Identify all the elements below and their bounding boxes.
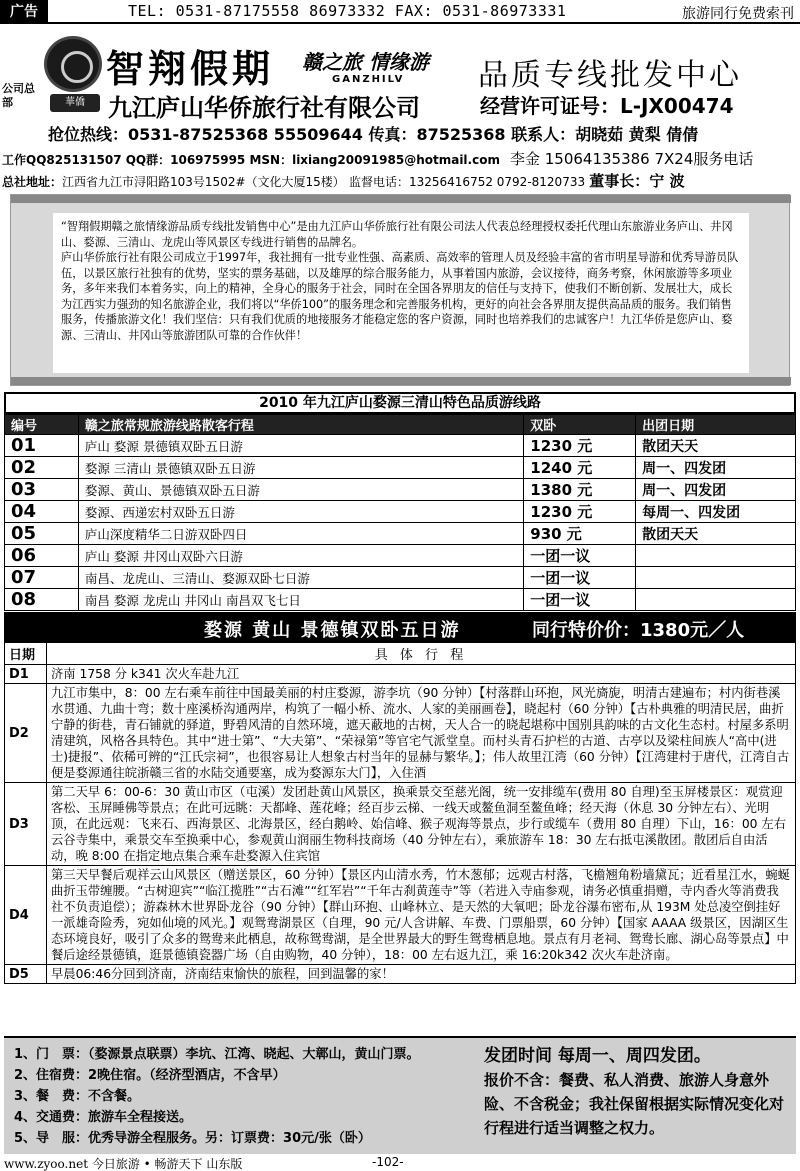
brand-name: 智翔假期 [106, 47, 275, 91]
scroll-rod-bottom [11, 377, 791, 385]
day-label: D3 [5, 783, 47, 866]
route-row [5, 457, 796, 479]
routes-section [4, 392, 796, 611]
route-number: 02 [5, 457, 79, 479]
routes-title: 2010 年九江庐山婺源三清山特色品质游线路 [4, 392, 796, 414]
route-price: 一团一议 [524, 545, 636, 567]
free-catalog-note: 旅游同行免费索刊 [682, 6, 794, 22]
day-schedule: 第三天早餐后观祥云山风景区（赠送景区，60 分钟）【景区内山清水秀，竹木葱郁；远观古村落，飞檐翘角粉墙黛瓦；近看星江水，蜿蜒曲折玉带缠腰。“古树迎宾”“临江揽胜”“古石滩”“红军岩”“千年古刹黄莲寺”等（若进入寺庙参观，请务必慎重捐赠，寺内香火等消费我社不负责追偿）；游森林木世界卧龙谷（90 分钟）【群山环抱、山峰林立、是天然的大氧吧；卧龙谷瀑布密布,从 193M 处总凌空倒挂好一派雄奇险秀，宛如仙境的风光。】观鸳鸯湖景区（自理，90 元/人含讲解、车费、门票船票，60 分钟）【国家 AAAA 级景区，因湖区生态环境良好，吸引了众多的鸳鸯来此栖息，故称鸳鸯湖，是全世界最大的野生鸳鸯栖息地。景点有月老祠、鸳鸯长廊、湖心岛等景点】中餐后途经景德镇，逛景德镇瓷器广场（自由购物，40 分钟），18：00 左右返九江，乘 16:20k342 次火车赴济南。 [47, 866, 796, 965]
route-price: 1230 元 [524, 501, 636, 523]
routes-table [4, 414, 796, 611]
itinerary-day-row [5, 783, 796, 866]
route-row [5, 567, 796, 589]
col-number: 编号 [5, 415, 79, 435]
route-row [5, 501, 796, 523]
itinerary-day-row [5, 965, 796, 984]
included-item: 2、住宿费：2晚住宿。（经济型酒店，不含早） [14, 1068, 286, 1083]
route-departure [636, 567, 796, 589]
route-price: 1380 元 [524, 479, 636, 501]
itinerary-header [4, 612, 796, 642]
route-name: 庐山深度精华二日游双卧四日 [78, 523, 523, 545]
footer-site: www.zyoo.net 今日旅游 • 畅游天下 山东版 [4, 1157, 243, 1171]
col-price: 双卧 [524, 415, 636, 435]
itinerary-day-row [5, 866, 796, 965]
page-number: -102- [372, 1155, 404, 1169]
day-label: D4 [5, 866, 47, 965]
license-number: 经营许可证号：L-JX00474 [480, 94, 734, 118]
route-row [5, 479, 796, 501]
intro-paragraph-1: “智翔假期赣之旅情缘游品质专线批发销售中心”是由九江庐山华侨旅行社有限公司法人代表总经理授权委托代理山东旅游业务庐山、井冈山、婺源、三清山、龙虎山等风景区专线进行销售的品牌名。 [61, 220, 733, 249]
company-name: 九江庐山华侨旅行社有限公司 [108, 94, 420, 122]
route-number: 06 [5, 545, 79, 567]
hotline-line: 抢位热线：0531-87525368 55509644 传真：87525368 联系人：胡晓茹 黄梨 倩倩 [48, 125, 699, 144]
day-label: D2 [5, 684, 47, 783]
included-item: 5、导 服：优秀导游全程服务。另：订票费：30元/张（卧） [14, 1131, 371, 1146]
chairman: 董事长：宁 波 [589, 172, 685, 190]
intro-scroll [10, 194, 790, 386]
route-price: 一团一议 [524, 567, 636, 589]
page-footer [0, 1154, 800, 1171]
itinerary-day-row [5, 665, 796, 684]
day-schedule: 第二天早 6：00-6：30 黄山市区（屯溪）发团赴黄山风景区，换乘景交至慈光阁，统一安排缆车(费用 80 自理)至玉屏楼景区：观赏迎客松、玉屏睡佛等景点；在此可远眺：天都峰、莲花峰；经百步云梯、一线天或鳌鱼洞至鳌鱼峰；经天海（休息 30 分钟左右）、光明顶，在此远观：飞来石、西海景区、北海景区，经白鹅岭、始信峰、猴子观海等景点，步行或缆车（费用 80 自理）下山，16：00 左右云谷寺集中，乘景交车至换乘中心，参观黄山润丽生物科技商场（40 分钟左右），乘旅游车 18：30 左右抵屯溪散团。散团后自由活动，晚 8:00 在指定地点集合乘车赴婺源入住宾馆 [47, 783, 796, 866]
route-departure: 散团天天 [636, 435, 796, 457]
day-label: D1 [5, 665, 47, 684]
scroll-rod-top [11, 195, 791, 203]
route-departure [636, 545, 796, 567]
route-name: 婺源、西递宏村双卧五日游 [78, 501, 523, 523]
route-price: 1240 元 [524, 457, 636, 479]
included-item: 1、门 票：（婺源景点联票）李坑、江湾、晓起、大鄣山，黄山门票。 [14, 1047, 420, 1062]
day-schedule: 早晨06:46分回到济南，济南结束愉快的旅程，回到温馨的家！ [47, 965, 796, 984]
route-number: 07 [5, 567, 79, 589]
col-route: 赣之旅常规旅游线路散客行程 [78, 415, 523, 435]
col-schedule: 具 体 行 程 [47, 643, 796, 665]
company-logo-icon [44, 36, 102, 92]
route-price: 930 元 [524, 523, 636, 545]
intro-paragraph-2: 庐山华侨旅行社有限公司成立于1997年，我社拥有一批专业性强、高素质、高效率的管理人员及经验丰富的省市明星导游和优秀导游员队伍，以景区旅行社独有的优势，坚实的票务基础，以及雄厚的综合服务能力，从事着国内旅游，会议接待，商务考察，休闲旅游等多项业务，多年来我们本着务实，向上的精神，全身心的服务于社会，同时在全国各界朋友的信任与支持下，使我们不断创新、发展壮大，成长为江西实力强劲的知名旅游企业，我们将以“华侨100”的服务理念和完善服务机构，更好的向社会各界朋友提供高品质的服务。我们销售服务，传播旅游文化！我们坚信：只有我们优质的地接服务才能稳定您的客户资源，同时也培养我们的忠诚客户！九江华侨是您庐山、婺源、三清山、井冈山等旅游团队可靠的合作伙伴！ [61, 251, 739, 342]
route-name: 南昌 婺源 龙虎山 井冈山 南昌双飞七日 [78, 589, 523, 611]
itinerary-section [4, 612, 796, 984]
route-name: 南昌、龙虎山、三清山、婺源双卧七日游 [78, 567, 523, 589]
top-banner [0, 0, 800, 24]
included-item: 4、交通费：旅游车全程接送。 [14, 1110, 193, 1125]
route-number: 04 [5, 501, 79, 523]
route-departure: 周一、四发团 [636, 457, 796, 479]
route-departure: 每周一、四发团 [636, 501, 796, 523]
itinerary-table [4, 642, 796, 984]
huaqiao-badge: 華僑 [50, 94, 100, 112]
route-row [5, 435, 796, 457]
hq-label: 公司总部 [2, 82, 35, 109]
itinerary-day-row [5, 684, 796, 783]
address-value: 江西省九江市浔阳路103号1502#（文化大厦15楼） [62, 175, 345, 189]
col-date: 出团日期 [636, 415, 796, 435]
route-departure: 周一、四发团 [636, 479, 796, 501]
route-number: 03 [5, 479, 79, 501]
route-name: 婺源、黄山、景德镇双卧五日游 [78, 479, 523, 501]
route-departure: 散团天天 [636, 523, 796, 545]
itinerary-header-row [5, 643, 796, 665]
day-label: D5 [5, 965, 47, 984]
route-number: 01 [5, 435, 79, 457]
included-item: 3、餐 费：不含餐。 [14, 1089, 141, 1104]
notes-right [484, 1044, 788, 1140]
route-row [5, 545, 796, 567]
route-row [5, 589, 796, 611]
intro-text [53, 213, 749, 373]
itinerary-title: 婺源 黄山 景德镇双卧五日游 [204, 620, 461, 641]
route-row [5, 523, 796, 545]
route-name: 婺源 三清山 景德镇双卧五日游 [78, 457, 523, 479]
price-exclusions: 报价不含：餐费、私人消费、旅游人身意外险、不含税金；我社保留根据实际情况变化对行程进行适当调整之权力。 [484, 1071, 785, 1137]
route-name: 庐山 婺源 景德镇双卧五日游 [78, 435, 523, 457]
col-day: 日期 [5, 643, 47, 665]
slogan: 品质专线批发中心 [478, 58, 742, 93]
itinerary-price: 同行特价价：1380元／人 [532, 620, 745, 641]
depart-schedule: 发团时间 每周一、周四发团。 [484, 1046, 711, 1066]
route-price: 1230 元 [524, 435, 636, 457]
price-notes [4, 1036, 796, 1154]
route-number: 08 [5, 589, 79, 611]
route-departure [636, 589, 796, 611]
address-label: 总社地址： [2, 175, 63, 189]
address-line [2, 170, 685, 191]
ganzhilv-logo-text: 赣之旅 情缘游 [302, 50, 429, 74]
work-qq-msn: 工作QQ825131507 QQ群：106975995 MSN：lixiang20091985@hotmail.com [2, 153, 500, 167]
day-schedule: 济南 1758 分 k341 次火车赴九江 [47, 665, 796, 684]
ganzhilv-logo-sub: GANZHILV [332, 74, 405, 85]
company-header [0, 26, 800, 196]
day-schedule: 九江市集中，8：00 左右乘车前往中国最美丽的村庄婺源，游李坑（90 分钟）【村落群山环抱，风光旖旎，明清古建遍布；村内街巷溪水贯通、九曲十弯；数十座溪桥沟通两岸，构筑了一幅小桥、流水、人家的美丽画卷】，晓起村（60 分钟）【古朴典雅的明清民居，曲折宁静的街巷，青石铺就的驿道，野碧风清的自然环境，遮天蔽地的古树，天人合一的晓起堪称中国别具韵味的古文化生态村。村屋多系明清建筑，风格各具特色。其中“进士第”、“大夫第”、“荣禄第”等官宅气派堂皇。而村头青石护栏的古道、古亭以及梁柱间族人“高中(进士)捷报”、依稀可辨的“江氏宗祠”，也很容易让人想象古村当年的显赫与繁华。】；伟人故里江湾（60 分钟）【江湾建村于唐代，江湾自古便是婺源通往皖浙赣三省的水陆交通要塞，成为婺源东大门】，入住酒 [47, 684, 796, 783]
route-price: 一团一议 [524, 589, 636, 611]
service-phone: 李金 15064135386 7X24服务电话 [509, 150, 754, 168]
route-name: 庐山 婺源 井冈山双卧六日游 [78, 545, 523, 567]
ad-tag: 广告 [0, 0, 48, 24]
monitor-phone: 监督电话：13256416752 0792-8120733 [348, 175, 586, 189]
routes-header-row [5, 415, 796, 435]
work-contact-line [2, 148, 753, 169]
route-number: 05 [5, 523, 79, 545]
included-list [14, 1044, 474, 1149]
top-contact-line: TEL: 0531-87175558 86973332 FAX: 0531-86973331 [128, 2, 567, 20]
